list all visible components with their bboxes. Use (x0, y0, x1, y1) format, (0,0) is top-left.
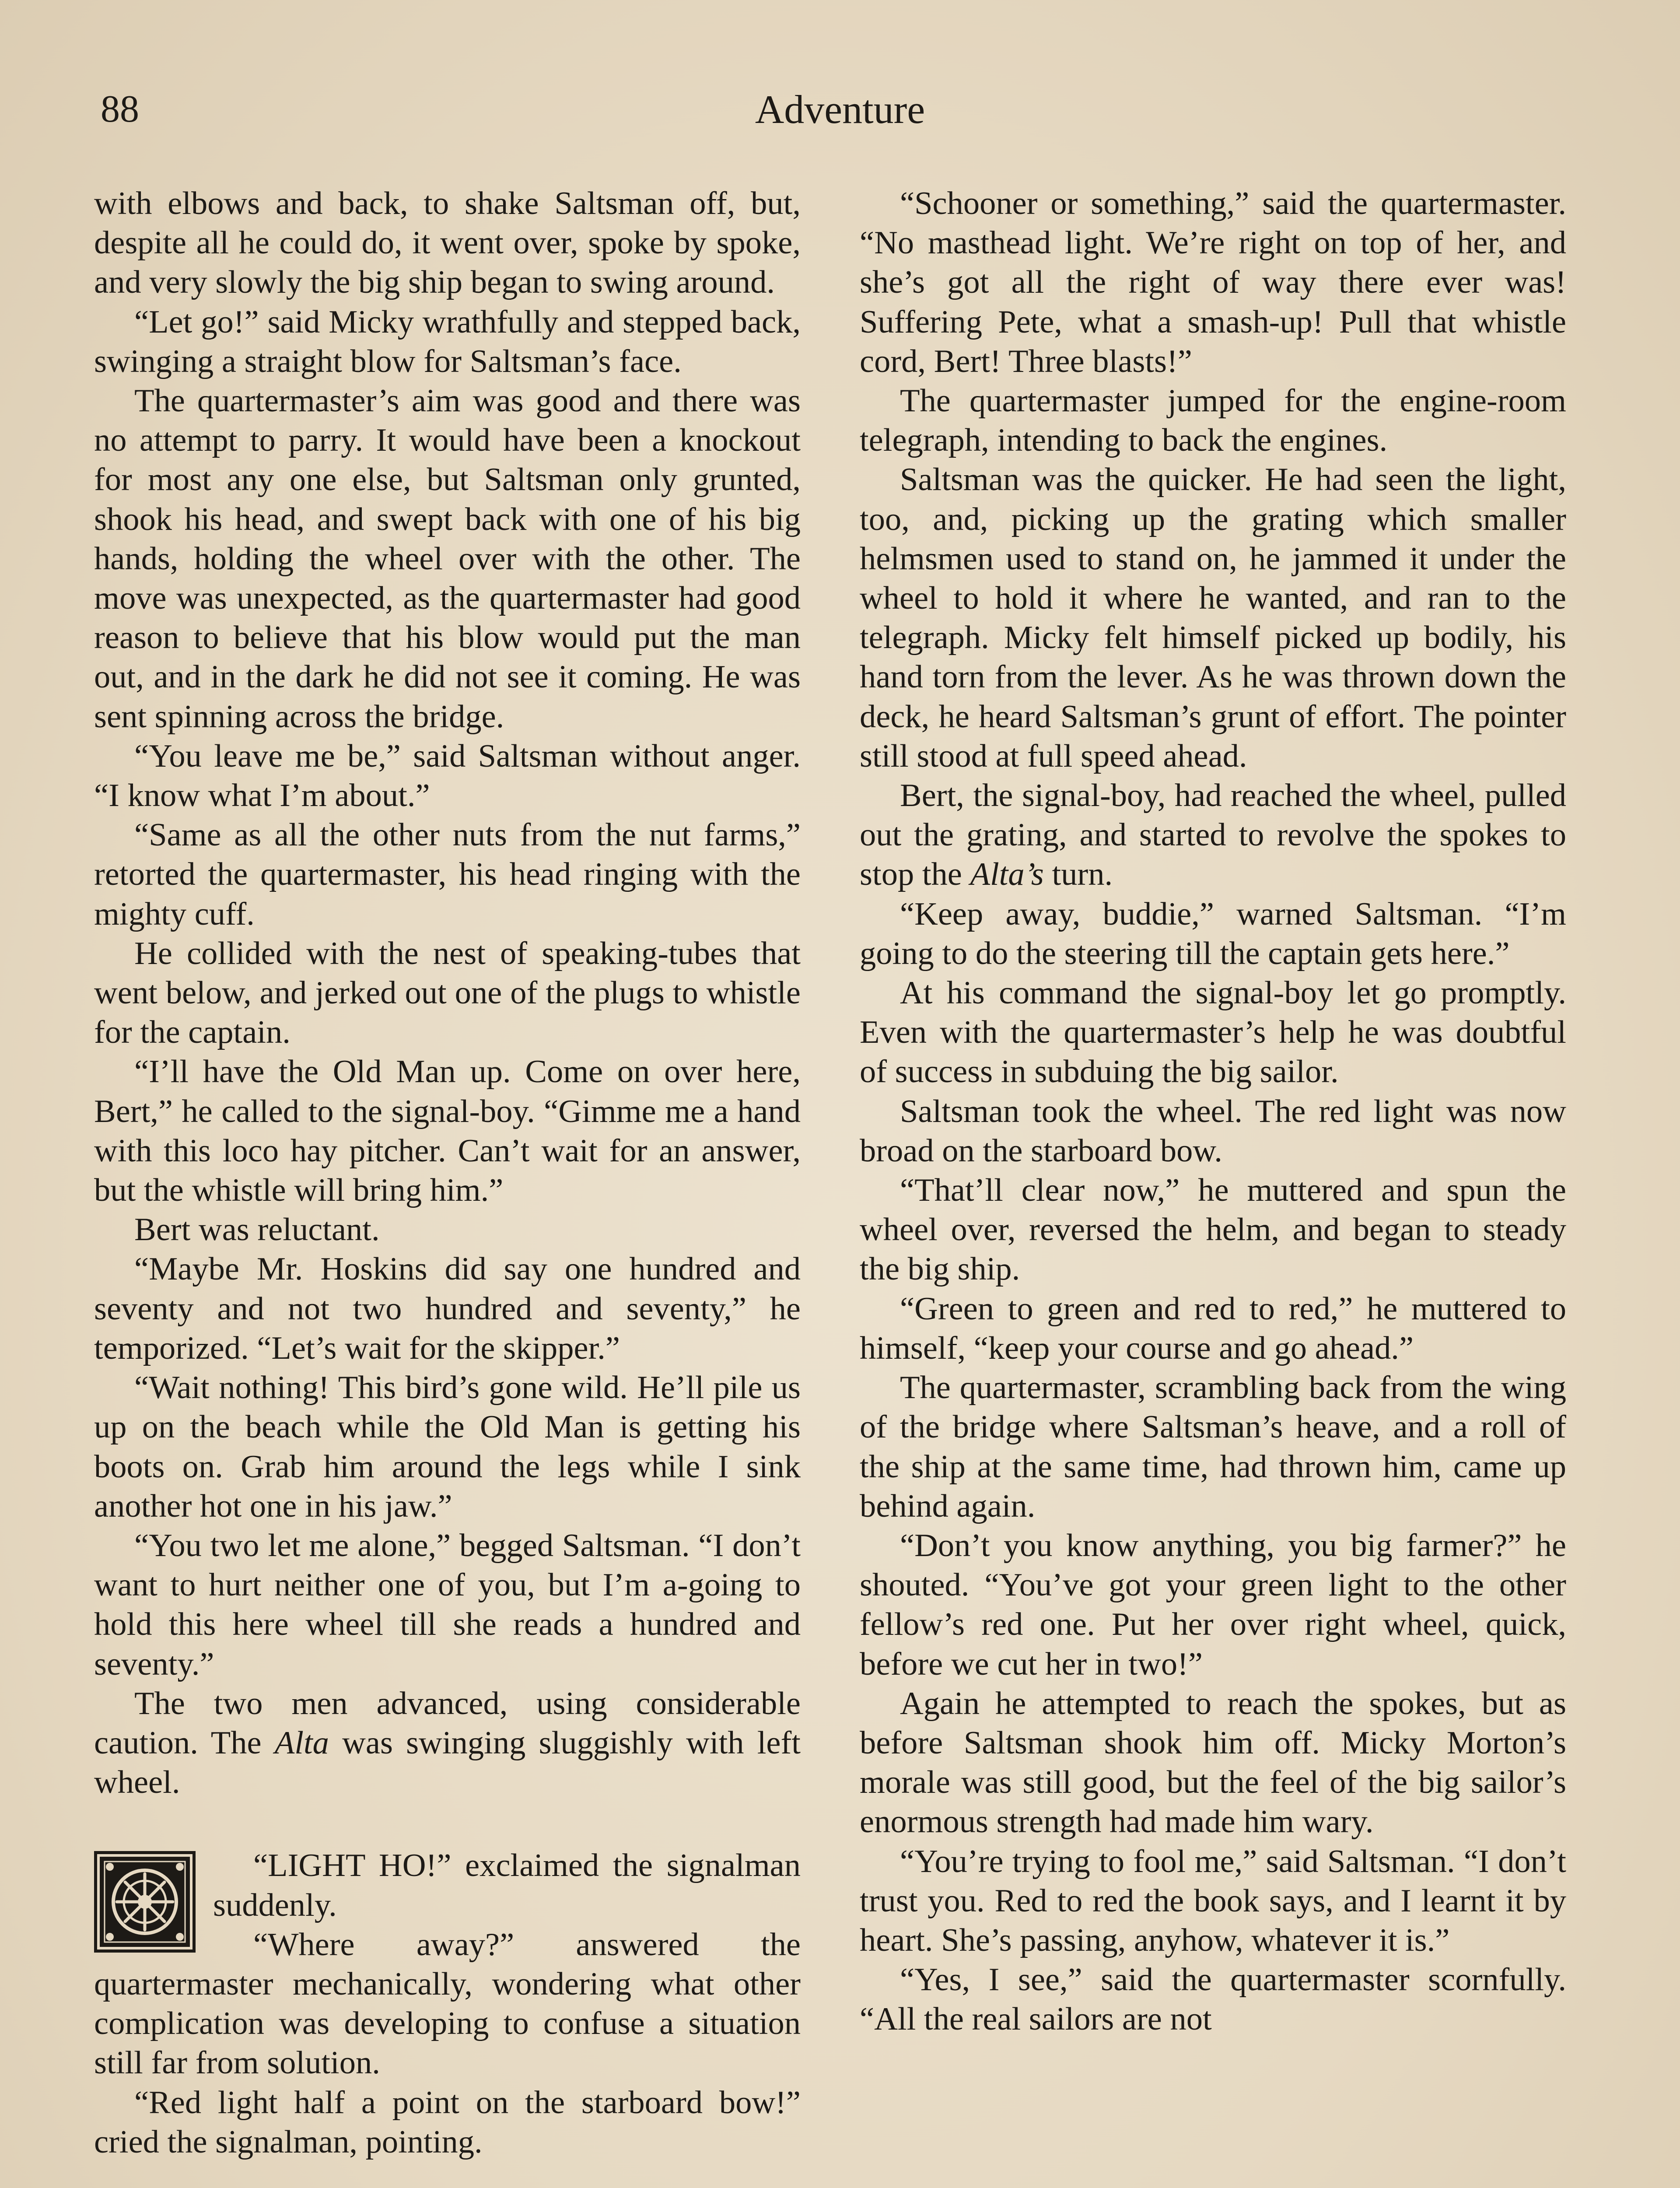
paragraph: “Let go!” said Micky wrathfully and stepped back, swinging a straight blow for Saltsman’s face. (94, 304, 801, 379)
section-break (94, 1846, 801, 2162)
ship-name: Alta’s (970, 856, 1044, 893)
paragraph: “Yes, I see,” said the quartermaster scornfully. “All the real sailors are not (860, 1962, 1566, 2037)
running-title: Adventure (755, 87, 925, 132)
paragraph: “Red light half a point on the starboard bow!” cried the signalman, pointing. (94, 2084, 801, 2160)
paragraph: “Green to green and red to red,” he muttered to himself, “keep your course and go ahead.” (860, 1290, 1566, 1366)
paragraph: He collided with the nest of speaking-tubes that went below, and jerked out one of the plugs to whistle for the captain. (94, 935, 801, 1051)
paragraph: “That’ll clear now,” he muttered and spun the wheel over, reversed the helm, and began to steady the big ship. (860, 1172, 1566, 1287)
paragraph: “Same as all the other nuts from the nut farms,” retorted the quartermaster, his head ringing with the mighty cuff. (94, 817, 801, 932)
paragraph: “I’ll have the Old Man up. Come on over here, Bert,” he called to the signal-boy. “Gimme me a hand with this loco hay pitcher. Can’t wait for an answer, but the whistle will bring him.” (94, 1054, 801, 1209)
paragraph: Saltsman was the quicker. He had seen the light, too, and, picking up the grating which smaller helmsmen used to stand on, he jammed it under the wheel to hold it where he wanted, and ran to the telegraph. Micky felt himself picked up bodily, his hand torn from the lever. As he was thrown down the deck, he heard Saltsman’s grunt of effort. The pointer still stood at full speed ahead. (860, 462, 1566, 774)
right-column (860, 184, 1566, 2039)
paragraph: The quartermaster, scrambling back from the wing of the bridge where Saltsman’s heave, and a roll of the ship at the same time, had thrown him, came up behind again. (860, 1370, 1566, 1524)
paragraph: with elbows and back, to shake Saltsman off, but, despite all he could do, it went over, spoke by spoke, and very slowly the big ship began to swing around. (94, 186, 801, 301)
paragraph: “Schooner or something,” said the quartermaster. “No masthead light. We’re right on top of her, and she’s got all the right of way there ever was! Suffering Pete, what a smash-up! Pull that whistle cord, Bert! Three blasts!” (860, 186, 1566, 379)
ornament-icon (94, 1851, 196, 1953)
text-run: The two men advanced, using considerable caution. The (94, 1685, 801, 1761)
paragraph: “You leave me be,” said Saltsman without anger. “I know what I’m about.” (94, 738, 801, 814)
page-number: 88 (101, 88, 139, 130)
paragraph: “Maybe Mr. Hoskins did say one hundred and seventy and not two hundred and seventy,” he temporized. “Let’s wait for the skipper.” (94, 1251, 801, 1366)
paragraph: The quartermaster’s aim was good and there was no attempt to parry. It would have been a knockout for most any one else, but Saltsman only grunted, shook his head, and swept back with one of his big hands, holding the wheel over with the other. The move was unexpected, as the quartermaster had good reason to believe that his blow would put the man out, and in the dark he did not see it coming. He was sent spinning across the bridge. (94, 383, 801, 735)
ship-name: Alta (274, 1725, 329, 1761)
paragraph: “Where away?” answered the quartermaster mechanically, wondering what other complication was developing to confuse a situation still far from solution. (94, 1926, 801, 2081)
left-column (94, 184, 801, 2162)
paragraph: Bert was reluctant. (134, 1212, 380, 1248)
paragraph: “Wait nothing! This bird’s gone wild. He’ll pile us up on the beach while the Old Man is getting his boots on. Grab him around the legs while I sink another hot one in his jaw.” (94, 1370, 801, 1524)
paragraph: “Don’t you know anything, you big farmer?” he shouted. “You’ve got your green light to the other fellow’s red one. Put her over right wheel, quick, before we cut her in two!” (860, 1527, 1566, 1682)
text-run: turn. (1043, 856, 1113, 893)
paragraph: At his command the signal-boy let go promptly. Even with the quartermaster’s help he was doubtful of success in subduing the big sailor. (860, 975, 1566, 1090)
paragraph (94, 1684, 801, 1802)
text-run: Bert, the signal-boy, had reached the wheel, pulled out the grating, and started to revolve the spokes to stop the (860, 778, 1566, 893)
paragraph: The quartermaster jumped for the engine-room telegraph, intending to back the engines. (860, 383, 1566, 459)
paragraph: “You’re trying to fool me,” said Saltsman. “I don’t trust you. Red to red the book says, and I learnt it by heart. She’s passing, anyhow, whatever it is.” (860, 1843, 1566, 1958)
paragraph: “Keep away, buddie,” warned Saltsman. “I’m going to do the steering till the captain gets here.” (860, 896, 1566, 971)
paragraph: Again he attempted to reach the spokes, but as before Saltsman shook him off. Micky Morton’s morale was still good, but the feel of the big sailor’s enormous strength had made him wary. (860, 1685, 1566, 1840)
paragraph (860, 776, 1566, 894)
page-header (101, 83, 1579, 144)
paragraph: Saltsman took the wheel. The red light was now broad on the starboard bow. (860, 1093, 1566, 1169)
paragraph: “You two let me alone,” begged Saltsman. “I don’t want to hurt neither one of you, but I’m a-going to hold this here wheel till she reads a hundred and seventy.” (94, 1527, 801, 1682)
paragraph: “LIGHT HO!” exclaimed the signalman suddenly. (213, 1848, 801, 1923)
text-run: was swinging sluggishly with left wheel. (94, 1725, 801, 1801)
